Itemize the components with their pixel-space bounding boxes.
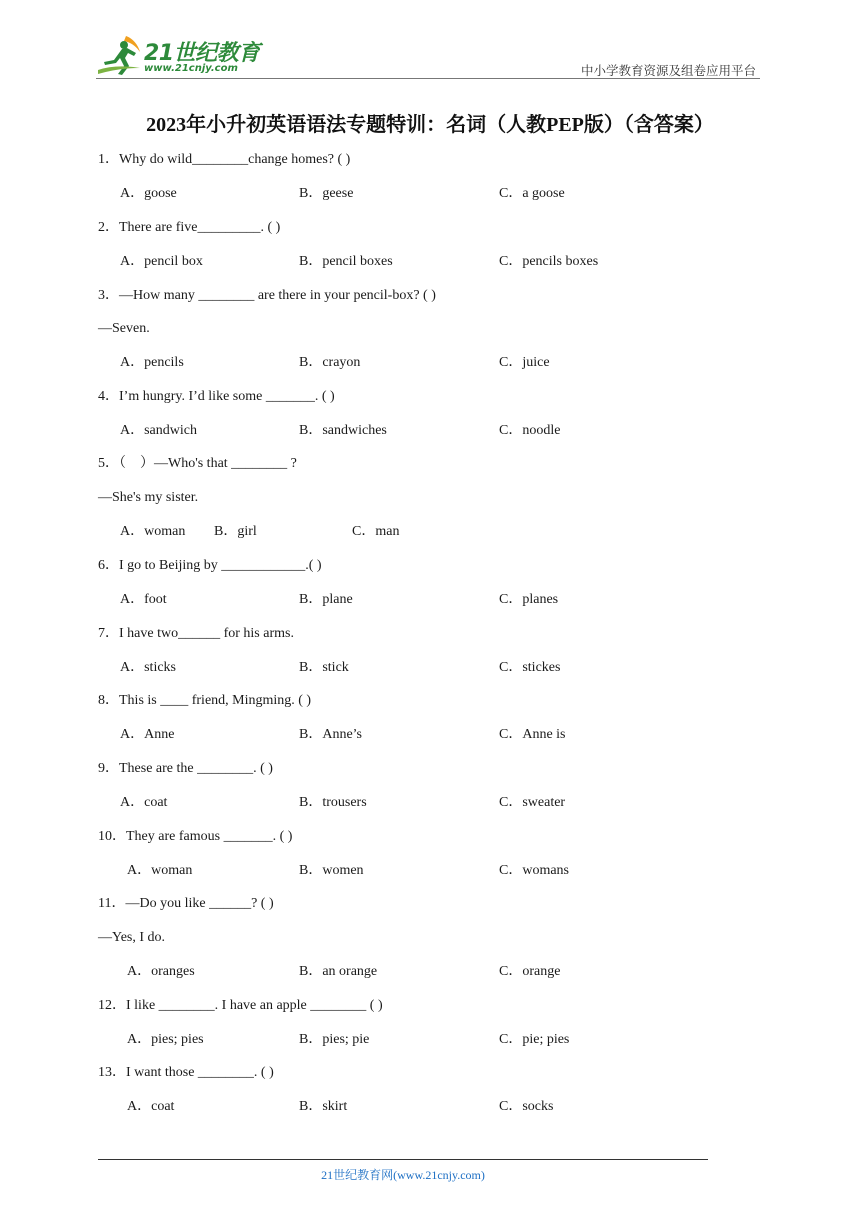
- document-title: 2023年小升初英语语法专题特训：名词（人教PEP版）（含答案）: [146, 114, 714, 136]
- answer-option: A．sandwich: [120, 423, 197, 438]
- answer-option: B．trousers: [299, 795, 367, 810]
- question-answer-line: —Yes, I do.: [98, 930, 166, 945]
- answer-option: A．Anne: [120, 727, 175, 742]
- answer-option: B．plane: [299, 592, 353, 607]
- answer-option: B．sandwiches: [299, 423, 387, 438]
- answer-option: B．stick: [299, 660, 349, 675]
- answer-option: C．noodle: [499, 423, 561, 438]
- answer-option: C．orange: [499, 964, 561, 979]
- answer-option: A．pencils: [120, 355, 184, 370]
- answer-option: A．sticks: [120, 660, 176, 675]
- answer-option: A．coat: [127, 1099, 175, 1114]
- question-stem: 7．I have two______ for his arms.: [98, 626, 294, 641]
- answer-option: B．pencil boxes: [299, 254, 393, 269]
- answer-option: B．Anne’s: [299, 727, 362, 742]
- logo-text: 21世纪教育: [144, 41, 260, 66]
- answer-option: C．pencils boxes: [499, 254, 599, 269]
- answer-option: A．pencil box: [120, 254, 203, 269]
- answer-option: B．women: [299, 863, 364, 878]
- question-stem: 10．They are famous _______. ( ): [98, 829, 293, 844]
- runner-logo-icon: [96, 34, 142, 76]
- answer-option: A．pies; pies: [127, 1032, 204, 1047]
- question-stem: 4．I’m hungry. I’d like some _______. ( ): [98, 389, 335, 404]
- answer-option: C．socks: [499, 1099, 554, 1114]
- answer-option: A．woman: [120, 524, 186, 539]
- header-platform-text: 中小学教育资源及组卷应用平台: [580, 64, 756, 78]
- answer-option: C．man: [352, 524, 400, 539]
- answer-option: B．girl: [214, 524, 257, 539]
- answer-option: B．skirt: [299, 1099, 348, 1114]
- question-answer-line: —She's my sister.: [98, 490, 199, 505]
- question-stem: 5．（ ）—Who's that ________ ?: [98, 456, 297, 471]
- question-stem: 12．I like ________. I have an apple ________ ( ): [98, 998, 383, 1013]
- answer-option: C．juice: [499, 355, 550, 370]
- answer-option: A．oranges: [127, 964, 195, 979]
- answer-option: A．coat: [120, 795, 168, 810]
- answer-option: B．pies; pie: [299, 1032, 370, 1047]
- logo-url: www.21cnjy.com: [144, 63, 238, 74]
- answer-option: C．stickes: [499, 660, 561, 675]
- answer-option: C．pie; pies: [499, 1032, 570, 1047]
- question-stem: 1．Why do wild________change homes? ( ): [98, 152, 351, 167]
- page-header: [0, 0, 860, 80]
- question-stem: 2．There are five_________. ( ): [98, 220, 281, 235]
- question-stem: 8．This is ____ friend, Mingming. ( ): [98, 693, 312, 708]
- footer-divider: [98, 1159, 708, 1160]
- question-answer-line: —Seven.: [98, 321, 150, 336]
- question-stem: 6．I go to Beijing by ____________.( ): [98, 558, 322, 573]
- footer-text: 21世纪教育网(www.21cnjy.com): [321, 1168, 485, 1182]
- answer-option: A．foot: [120, 592, 167, 607]
- header-divider: [96, 78, 760, 79]
- answer-option: B．an orange: [299, 964, 378, 979]
- question-stem: 3．—How many ________ are there in your pencil-box? ( ): [98, 288, 436, 303]
- answer-option: C．womans: [499, 863, 569, 878]
- answer-option: A．goose: [120, 186, 177, 201]
- answer-option: B．crayon: [299, 355, 361, 370]
- answer-option: C．sweater: [499, 795, 566, 810]
- answer-option: B．geese: [299, 186, 354, 201]
- answer-option: C．a goose: [499, 186, 565, 201]
- site-logo: [96, 34, 266, 78]
- answer-option: C．Anne is: [499, 727, 566, 742]
- answer-option: A．woman: [127, 863, 193, 878]
- question-stem: 13．I want those ________. ( ): [98, 1065, 274, 1080]
- answer-option: C．planes: [499, 592, 559, 607]
- question-stem: 11．—Do you like ______? ( ): [98, 896, 274, 911]
- question-stem: 9．These are the ________. ( ): [98, 761, 273, 776]
